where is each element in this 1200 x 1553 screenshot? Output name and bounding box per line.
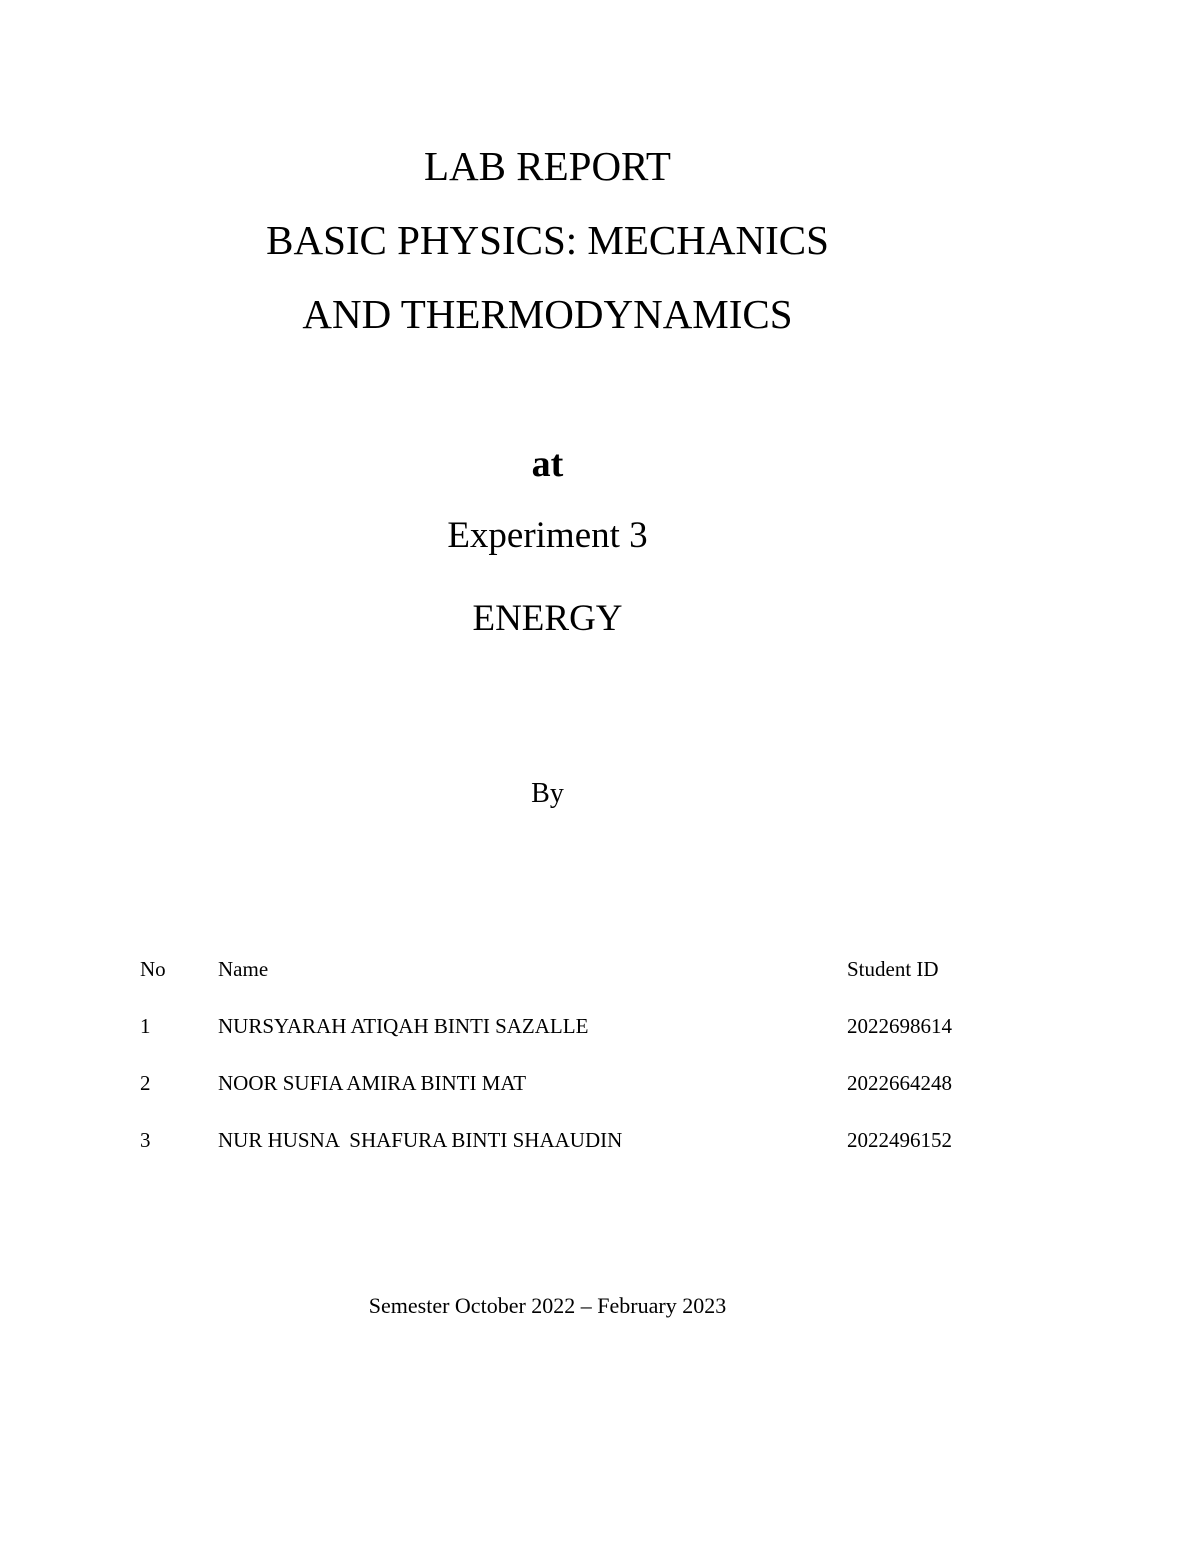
members-table-header [0, 952, 1100, 1009]
member-student-id: 2022496152 [847, 1128, 952, 1152]
by-text: By [531, 778, 564, 809]
title-line-1: LAB REPORT [424, 143, 671, 189]
member-name: NURSYARAH ATIQAH BINTI SAZALLE [218, 1014, 589, 1038]
experiment-topic: ENERGY [472, 598, 623, 639]
experiment-label: Experiment 3 [447, 515, 648, 556]
title-line-3: AND THERMODYNAMICS [302, 291, 793, 337]
member-student-id: 2022698614 [847, 1014, 952, 1038]
member-name: NOOR SUFIA AMIRA BINTI MAT [218, 1071, 527, 1095]
header-student-id: Student ID [847, 957, 939, 981]
header-no: No [140, 957, 166, 981]
member-no: 2 [140, 1071, 151, 1095]
member-no: 1 [140, 1014, 151, 1038]
member-name: NUR HUSNA SHAFURA BINTI SHAAUDIN [218, 1128, 623, 1152]
header-name: Name [218, 957, 269, 981]
table-row [0, 1066, 1100, 1123]
table-row [0, 1009, 1100, 1066]
members-table [0, 952, 1100, 1180]
semester-text: Semester October 2022 – February 2023 [368, 1293, 727, 1318]
table-row [0, 1123, 1100, 1180]
at-text: at [531, 443, 564, 485]
member-student-id: 2022664248 [847, 1071, 952, 1095]
member-no: 3 [140, 1128, 151, 1152]
title-line-2: BASIC PHYSICS: MECHANICS [266, 217, 829, 263]
